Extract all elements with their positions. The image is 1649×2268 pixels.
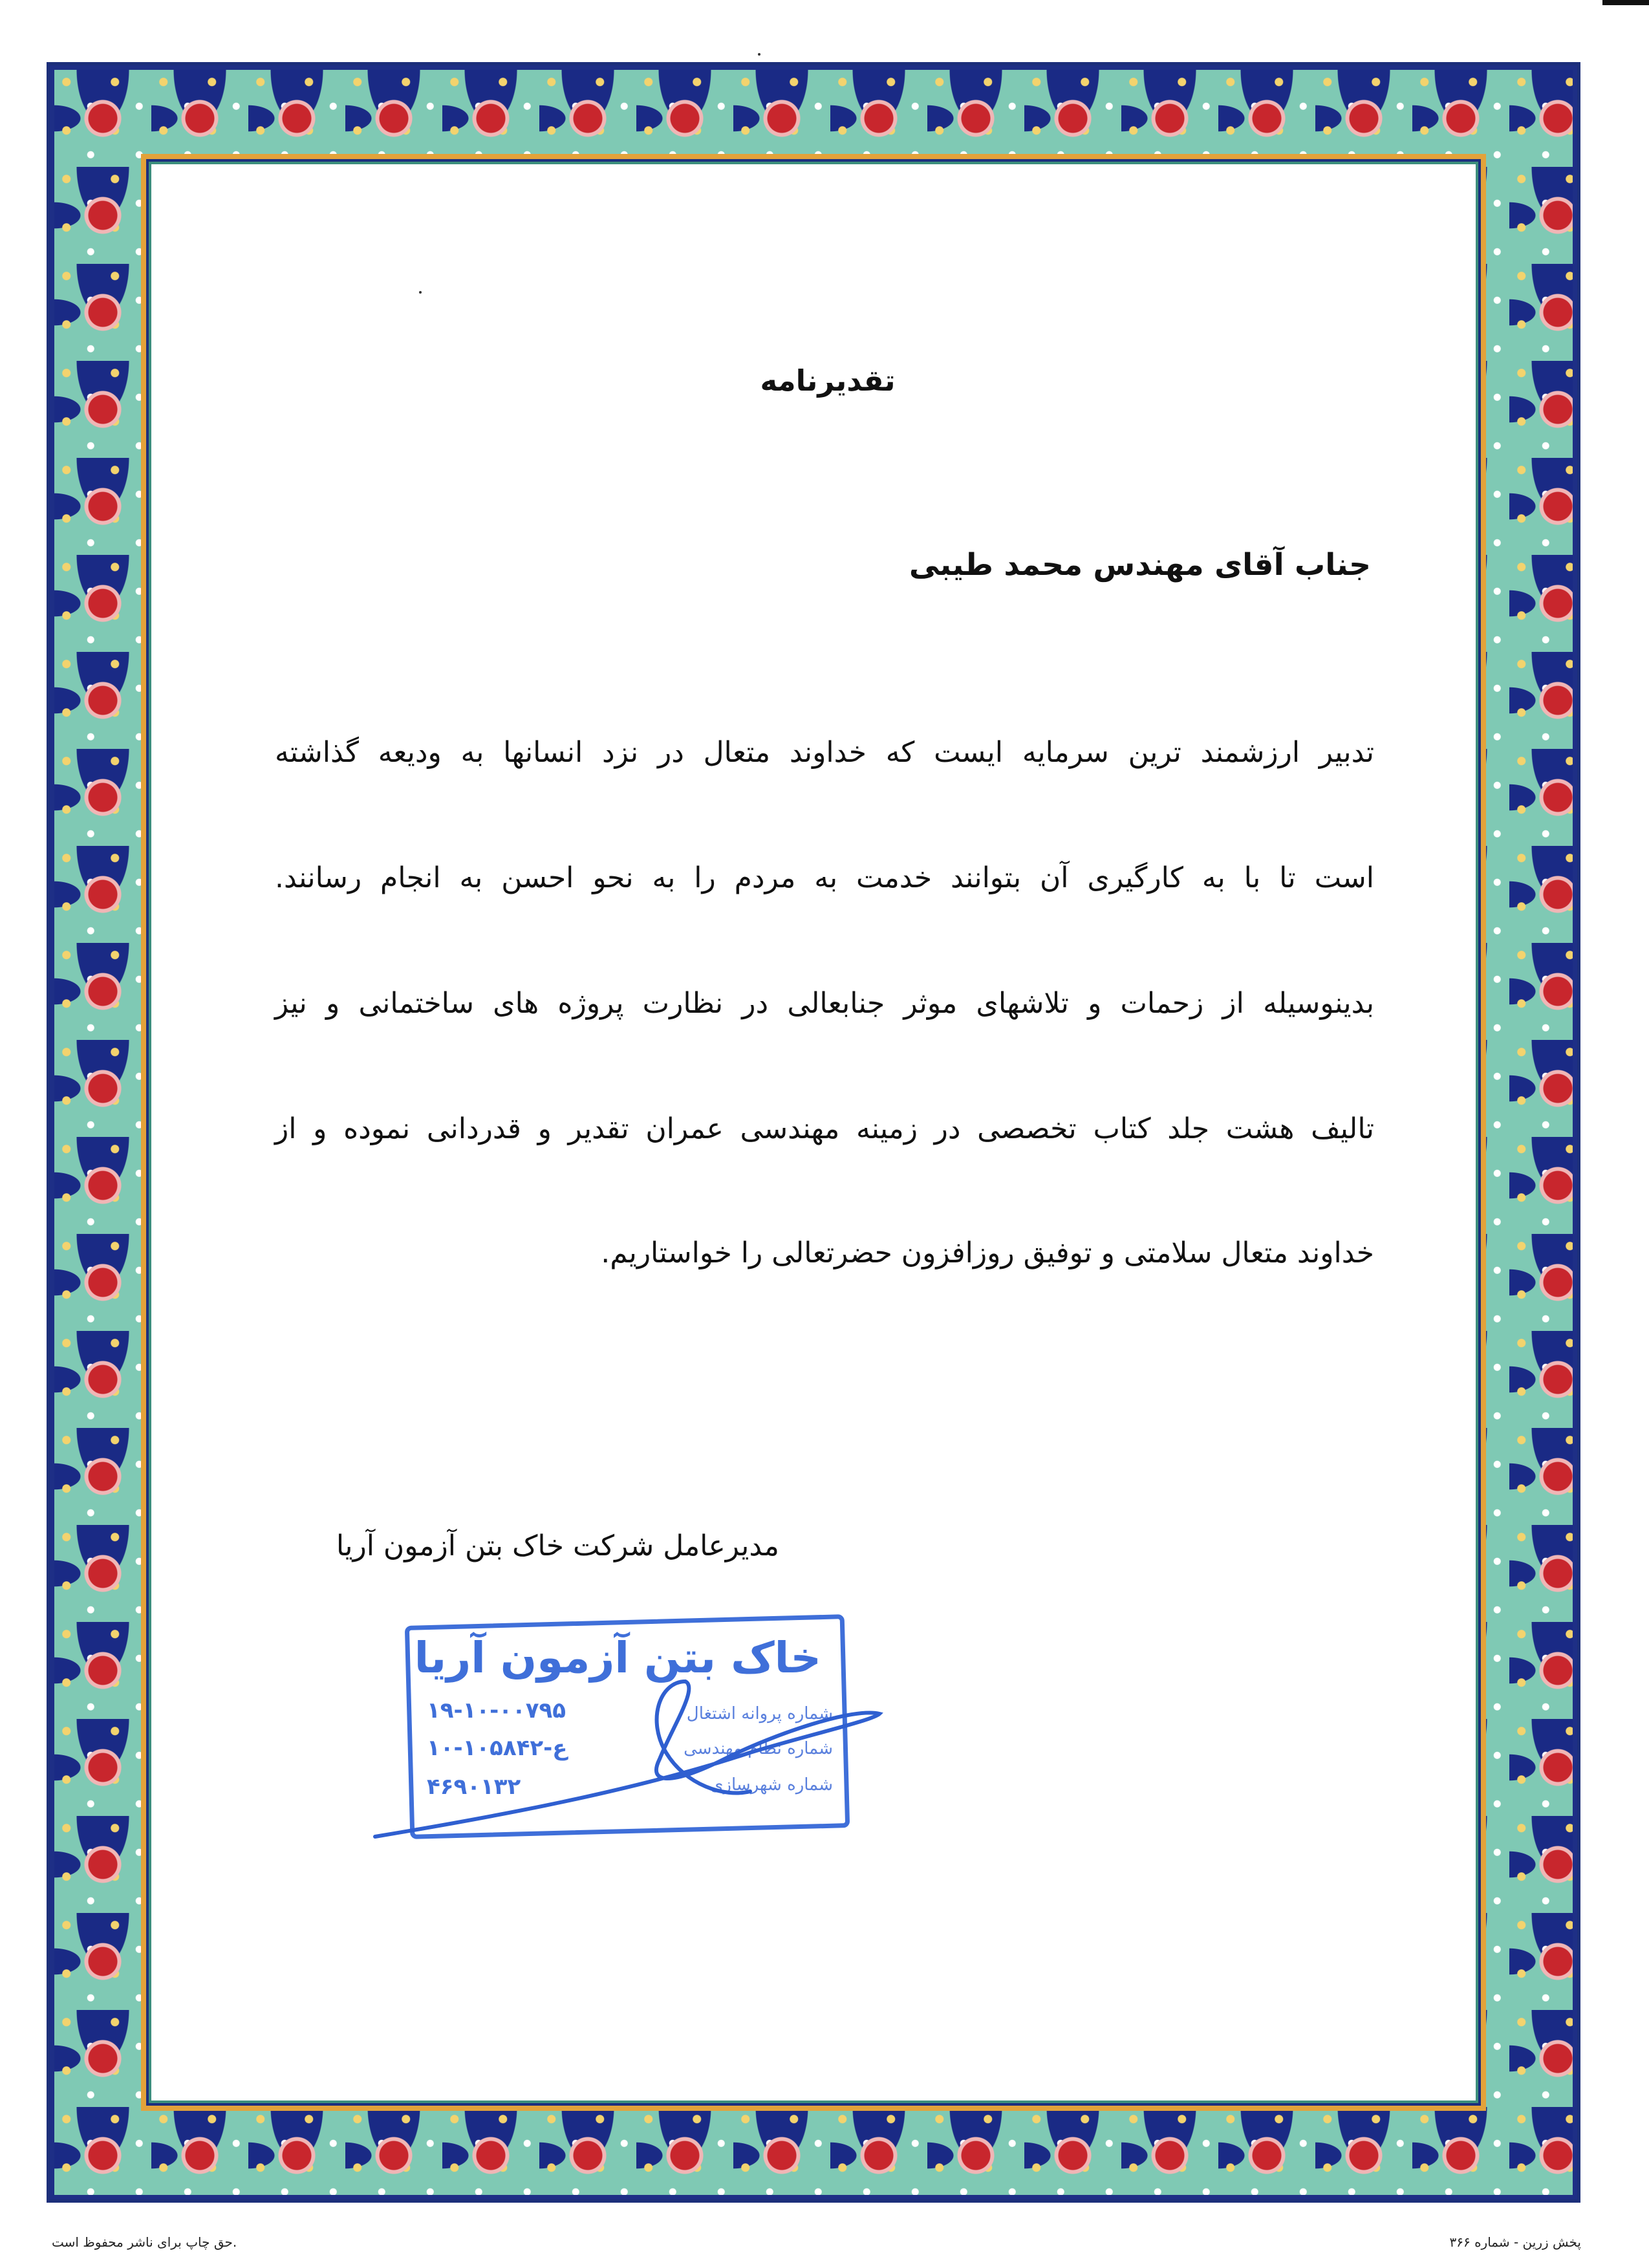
scan-speck <box>758 53 760 56</box>
scan-speck <box>419 291 422 294</box>
stamp-label: شماره نظام مهندسی <box>684 1739 833 1758</box>
footer-publisher: پخش زرین - شماره ۳۶۶ <box>1449 2234 1581 2250</box>
body-line: بدینوسیله از زحمات و تلاشهای موثر جنابعالی در نظارت پروژه های ساختمانی و نیز <box>275 987 1374 1020</box>
stamp-number: ۱۰-ع-۱۰۵۸۴۲ <box>427 1735 568 1761</box>
body-line: است تا با به کارگیری آن بتوانند خدمت به مردم را به نحو احسن به انجام رسانند. <box>275 861 1374 894</box>
body-line: تدبیر ارزشمند ترین سرمایه ایست که خداوند متعال در نزد انسانها به ودیعه گذاشته <box>275 736 1374 769</box>
stamp-number: ۱۹-۱۰-۰۰۷۹۵ <box>427 1698 566 1723</box>
body-line: خداوند متعال سلامتی و توفیق روزافزون حضرتعالی را خواستاریم. <box>601 1237 1374 1269</box>
stamp-number: ۴۶۹۰۱۳۲ <box>427 1774 521 1800</box>
signer-title: مدیرعامل شرکت خاک بتن آزمون آریا <box>336 1529 779 1562</box>
stamp-label: شماره پروانه اشتغال <box>686 1704 833 1723</box>
body-line: تالیف هشت جلد کتاب تخصصی در زمینه مهندسی عمران تقدیر و قدردانی نموده و از <box>275 1112 1374 1145</box>
scan-edge-mark <box>1602 0 1649 5</box>
addressee: جناب آقای مهندس محمد طیبی <box>909 547 1371 583</box>
stamp-company-name: خاک بتن آزمون آریا <box>414 1633 821 1683</box>
stamp-label: شماره شهرسازی <box>710 1775 833 1795</box>
handwritten-signature <box>362 1662 892 1856</box>
document-title: تقدیرنامه <box>760 363 896 398</box>
footer-copyright: حق چاپ برای ناشر محفوظ است. <box>52 2234 237 2250</box>
